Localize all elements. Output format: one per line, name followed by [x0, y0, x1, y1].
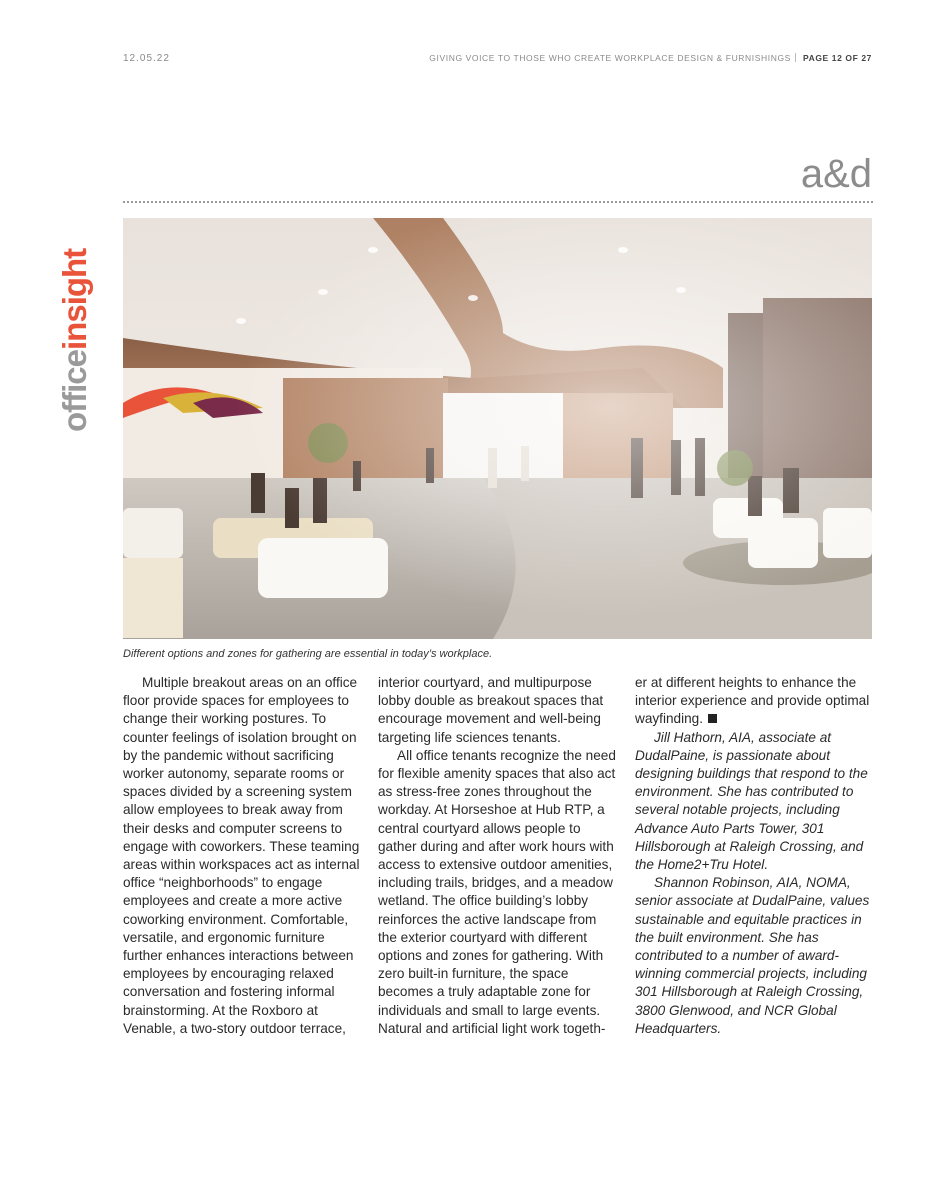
section-label: a&d: [800, 152, 872, 196]
article-column-1: [123, 674, 363, 1038]
paragraph-text: er at different heights to enhance the interior experience and provide optimal wayfinding.: [635, 675, 870, 727]
publication-logo: [56, 249, 94, 432]
article-column-2: [378, 674, 618, 1038]
lobby-rendering-photo: [123, 218, 872, 639]
article-column-3: [635, 674, 875, 1038]
photo-caption: Different options and zones for gathering are essential in today’s workplace.: [123, 648, 493, 660]
page-number: PAGE 12 OF 27: [802, 53, 872, 63]
end-mark: [708, 714, 717, 723]
header-divider: [795, 53, 796, 62]
closing-paragraph: [635, 674, 875, 729]
author-bio: Jill Hathorn, AIA, associate at DudalPaine, is passionate about designing buildings that respond to the environment. She has contributed to several notable projects, including Advance Auto Parts Tower, 301 Hillsborough at Raleigh Crossing, and the Home2+Tru Hotel.: [635, 729, 868, 873]
paragraph: interior courtyard, and multipurpose lobby double as breakout spaces that encourage movement and well-being targeting life sciences tenants.: [378, 675, 604, 745]
header-tagline: GIVING VOICE TO THOSE WHO CREATE WORKPLACE DESIGN & FURNISHINGS: [429, 53, 791, 63]
paragraph: All office tenants recognize the need for flexible amenity spaces that also act as stress-free zones throughout the workday. At Horseshoe at Hub RTP, a central courtyard allows people to gather during and after work hours with access to extensive outdoor amenities, including trails, bridges, and a meadow wetland. The office building’s lobby reinforces the active landscape from the exterior courtyard with different options and zones for gathering. With zero built-in furniture, the space becomes a truly adaptable zone for individuals and small to large events. Natural and artificial light work togeth-: [378, 747, 616, 1036]
header-tagline-row: [429, 53, 872, 63]
logo-office: office: [56, 349, 93, 432]
author-bio: Shannon Robinson, AIA, NOMA, senior associate at DudalPaine, values sustainable and equitable practices in the built environment. She has contributed to a number of award-winning commercial projects, including 301 Hillsborough at Raleigh Crossing, 3800 Glenwood, and NCR Global Headquarters.: [635, 875, 870, 1036]
issue-date: 12.05.22: [123, 53, 170, 64]
paragraph: Multiple breakout areas on an office floor provide spaces for employees to change their working postures. To counter feelings of isolation brought on by the pandemic without sacrificing worker autonomy, separate rooms or spaces divided by a screening system allow employees to break away from their desks and computer screens to engage with coworkers. These teaming areas within workspaces act as internal office “neighborhoods” to engage employees and create a more active coworking environment. Comfortable, versatile, and ergonomic furniture further enhances interactions between employees by encouraging relaxed conversation and fostering informal brainstorming. At the Roxboro at Venable, a two-story outdoor terrace,: [123, 675, 360, 1036]
dotted-divider: [123, 201, 873, 203]
logo-insight: insight: [56, 248, 93, 350]
